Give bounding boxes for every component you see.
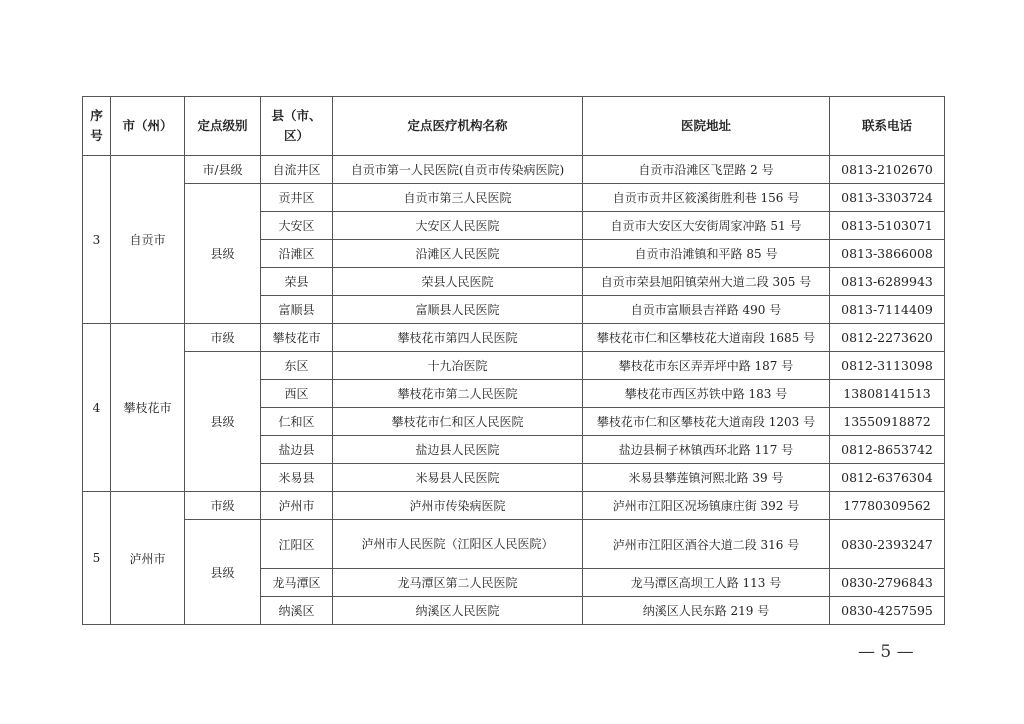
level-cell: 县级 <box>185 184 261 324</box>
address-cell: 自贡市大安区大安街周家冲路 51 号 <box>583 212 830 240</box>
table-row <box>83 156 945 184</box>
header-seq: 序号 <box>83 97 111 156</box>
phone-cell: 0813-2102670 <box>830 156 945 184</box>
county-cell: 龙马潭区 <box>261 569 333 597</box>
hospital-cell: 自贡市第三人民医院 <box>333 184 583 212</box>
table-header-row <box>83 97 945 156</box>
address-cell: 自贡市沿滩区飞罡路 2 号 <box>583 156 830 184</box>
address-cell: 米易县攀莲镇河熙北路 39 号 <box>583 464 830 492</box>
address-cell: 自贡市贡井区筱溪街胜利巷 156 号 <box>583 184 830 212</box>
hospital-cell: 盐边县人民医院 <box>333 436 583 464</box>
county-cell: 自流井区 <box>261 156 333 184</box>
county-cell: 攀枝花市 <box>261 324 333 352</box>
level-cell: 市级 <box>185 324 261 352</box>
address-cell: 泸州市江阳区酒谷大道二段 316 号 <box>583 520 830 569</box>
phone-cell: 0830-4257595 <box>830 597 945 625</box>
hospital-cell: 龙马潭区第二人民医院 <box>333 569 583 597</box>
header-phone: 联系电话 <box>830 97 945 156</box>
county-cell: 纳溪区 <box>261 597 333 625</box>
address-cell: 攀枝花市仁和区攀枝花大道南段 1685 号 <box>583 324 830 352</box>
county-cell: 荣县 <box>261 268 333 296</box>
header-hospital: 定点医疗机构名称 <box>333 97 583 156</box>
phone-cell: 13808141513 <box>830 380 945 408</box>
table-row <box>83 184 945 212</box>
phone-cell: 0830-2796843 <box>830 569 945 597</box>
city-cell: 自贡市 <box>111 156 185 324</box>
page-number: — 5 — <box>858 642 914 662</box>
address-cell: 自贡市沿滩镇和平路 85 号 <box>583 240 830 268</box>
phone-cell: 0812-3113098 <box>830 352 945 380</box>
hospital-cell: 泸州市传染病医院 <box>333 492 583 520</box>
hospital-cell: 攀枝花市第四人民医院 <box>333 324 583 352</box>
city-cell: 攀枝花市 <box>111 324 185 492</box>
table-row <box>83 324 945 352</box>
level-cell: 县级 <box>185 352 261 492</box>
address-cell: 攀枝花市东区弄弄坪中路 187 号 <box>583 352 830 380</box>
phone-cell: 0813-6289943 <box>830 268 945 296</box>
header-address: 医院地址 <box>583 97 830 156</box>
hospital-cell: 沿滩区人民医院 <box>333 240 583 268</box>
county-cell: 盐边县 <box>261 436 333 464</box>
county-cell: 沿滩区 <box>261 240 333 268</box>
address-cell: 自贡市富顺县吉祥路 490 号 <box>583 296 830 324</box>
phone-cell: 0830-2393247 <box>830 520 945 569</box>
header-county: 县（市、区） <box>261 97 333 156</box>
phone-cell: 0813-3866008 <box>830 240 945 268</box>
hospital-cell: 泸州市人民医院（江阳区人民医院） <box>333 520 583 569</box>
phone-cell: 0812-6376304 <box>830 464 945 492</box>
seq-cell: 5 <box>83 492 111 625</box>
address-cell: 攀枝花市西区苏铁中路 183 号 <box>583 380 830 408</box>
phone-cell: 0813-3303724 <box>830 184 945 212</box>
address-cell: 纳溪区人民东路 219 号 <box>583 597 830 625</box>
hospital-cell: 纳溪区人民医院 <box>333 597 583 625</box>
county-cell: 西区 <box>261 380 333 408</box>
county-cell: 大安区 <box>261 212 333 240</box>
hospital-cell: 攀枝花市第二人民医院 <box>333 380 583 408</box>
phone-cell: 13550918872 <box>830 408 945 436</box>
phone-cell: 0812-2273620 <box>830 324 945 352</box>
address-cell: 盐边县桐子林镇西环北路 117 号 <box>583 436 830 464</box>
hospital-cell: 富顺县人民医院 <box>333 296 583 324</box>
hospital-table <box>82 96 945 625</box>
hospital-cell: 攀枝花市仁和区人民医院 <box>333 408 583 436</box>
phone-cell: 17780309562 <box>830 492 945 520</box>
hospital-cell: 自贡市第一人民医院(自贡市传染病医院) <box>333 156 583 184</box>
level-cell: 市/县级 <box>185 156 261 184</box>
seq-cell: 4 <box>83 324 111 492</box>
phone-cell: 0813-7114409 <box>830 296 945 324</box>
county-cell: 江阳区 <box>261 520 333 569</box>
level-cell: 县级 <box>185 520 261 625</box>
phone-cell: 0813-5103071 <box>830 212 945 240</box>
phone-cell: 0812-8653742 <box>830 436 945 464</box>
address-cell: 龙马潭区高坝工人路 113 号 <box>583 569 830 597</box>
address-cell: 攀枝花市仁和区攀枝花大道南段 1203 号 <box>583 408 830 436</box>
header-level: 定点级别 <box>185 97 261 156</box>
county-cell: 米易县 <box>261 464 333 492</box>
table-row <box>83 492 945 520</box>
table-row <box>83 352 945 380</box>
county-cell: 贡井区 <box>261 184 333 212</box>
city-cell: 泸州市 <box>111 492 185 625</box>
address-cell: 自贡市荣县旭阳镇荣州大道二段 305 号 <box>583 268 830 296</box>
county-cell: 仁和区 <box>261 408 333 436</box>
hospital-cell: 荣县人民医院 <box>333 268 583 296</box>
hospital-cell: 大安区人民医院 <box>333 212 583 240</box>
county-cell: 东区 <box>261 352 333 380</box>
table-row <box>83 520 945 569</box>
seq-cell: 3 <box>83 156 111 324</box>
level-cell: 市级 <box>185 492 261 520</box>
county-cell: 富顺县 <box>261 296 333 324</box>
hospital-cell: 十九冶医院 <box>333 352 583 380</box>
address-cell: 泸州市江阳区况场镇康庄街 392 号 <box>583 492 830 520</box>
county-cell: 泸州市 <box>261 492 333 520</box>
hospital-cell: 米易县人民医院 <box>333 464 583 492</box>
header-city: 市（州） <box>111 97 185 156</box>
